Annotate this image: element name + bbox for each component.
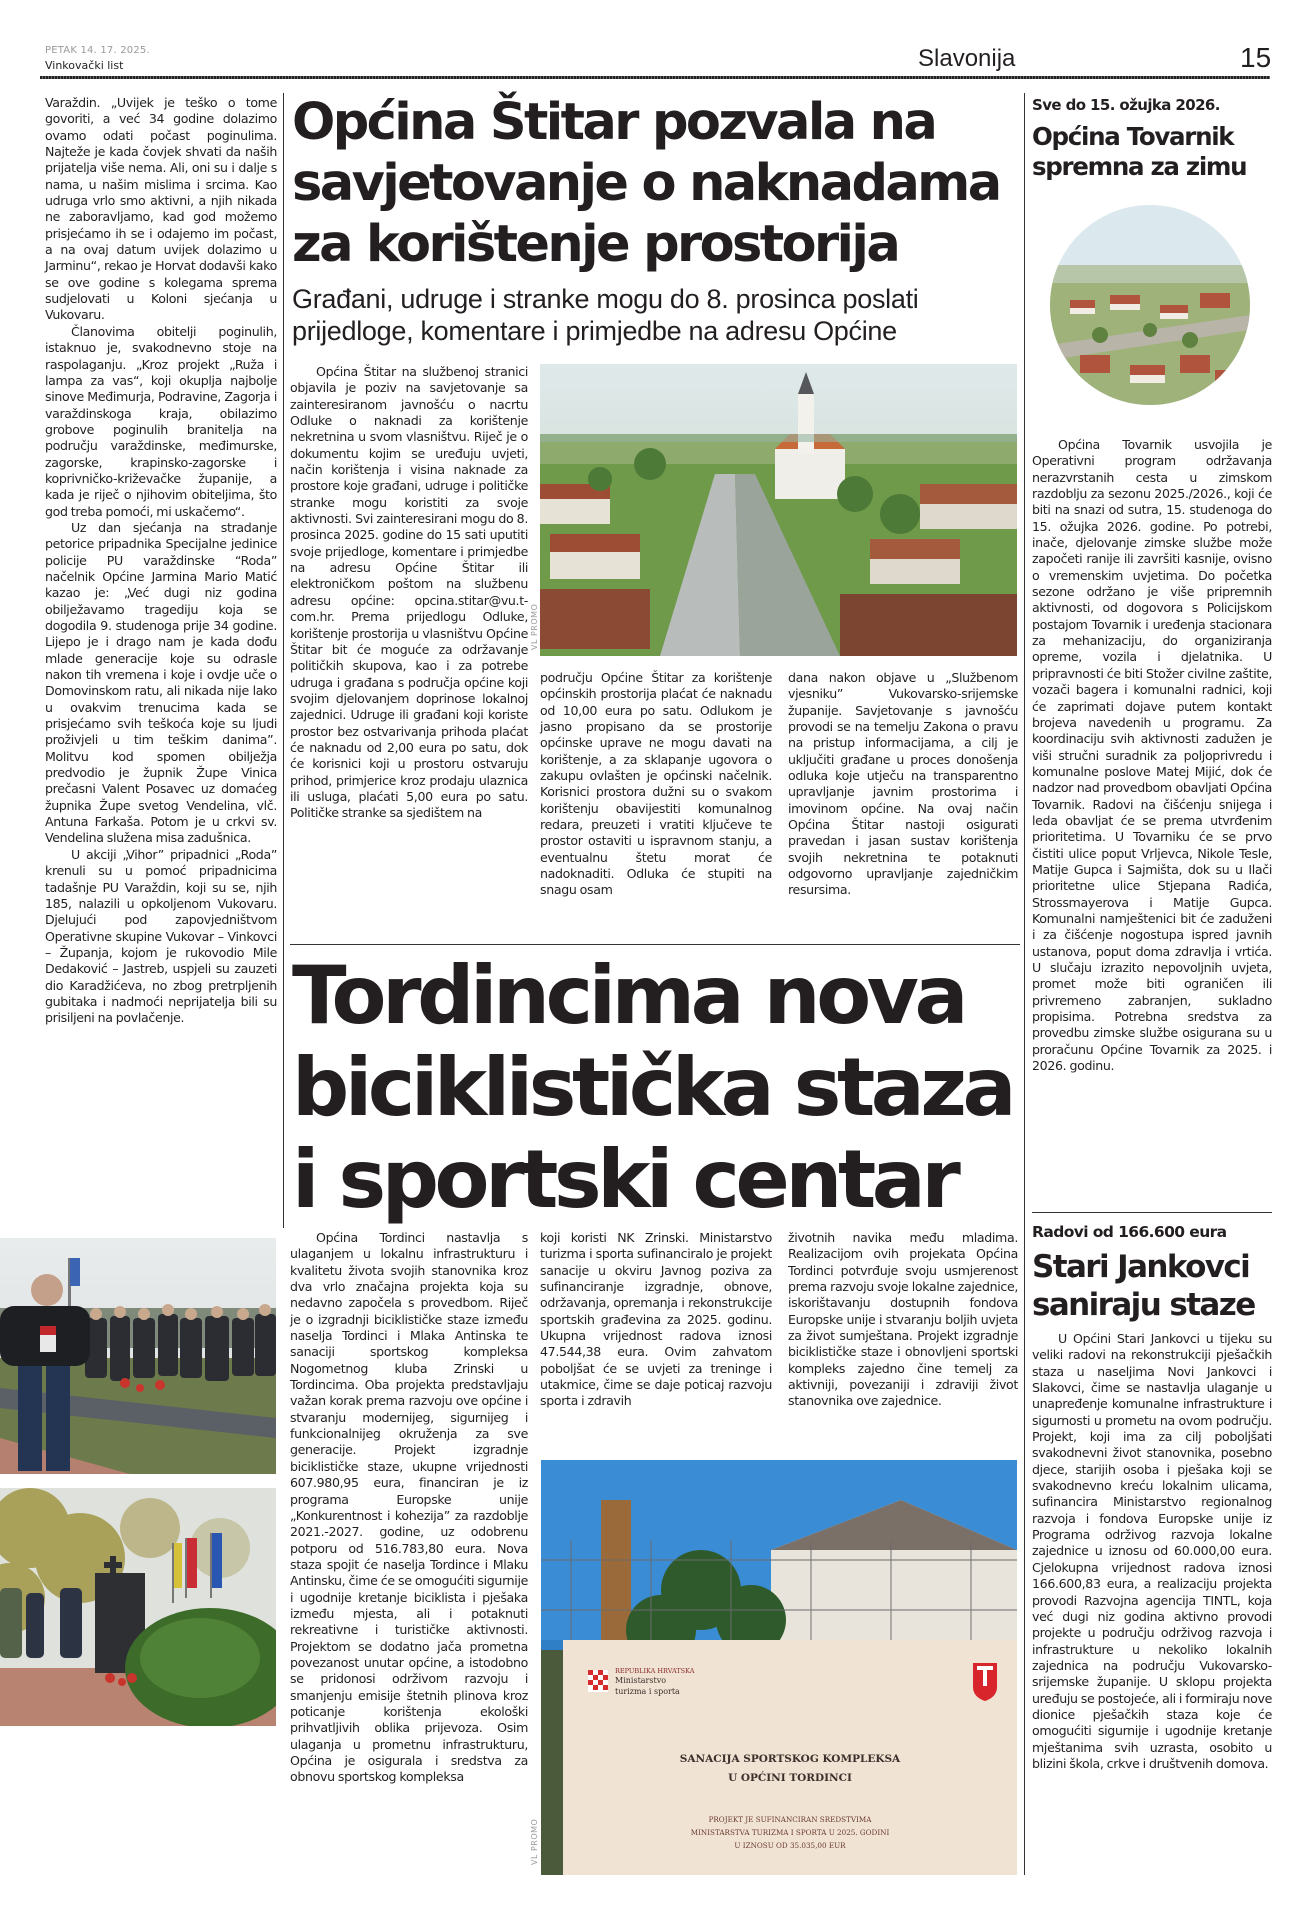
tordinci-column-1: Općina Tordinci nastavlja s ulaganjem u lokalnu infrastrukturu i kvalitetu života svojih stanovnika kroz dva vrlo značajna projekta koja su nedavno započela s provedbom. Riječ je o izgradnji biciklističke staze između naselja Tordinci i Mlaka Antinska te sanaciji sportskog kompleksa Nogometnog kluba Zrinski u Tordincima. Oba projekta predstavljaju važan korak prema razvoju ove općine i stvaranju modernijeg, sigurnijeg i funkcionalnijeg okruženja za sve generacije. Projekt izgradnje biciklističke staze, ukupne vrijednosti 607.980,95 eura, financiran je iz programa Europske unije „Konkurentnost i kohezija” za razdoblje 2021.-2027. godine, uz odobrenu potporu od 516.783,80 eura. Nova staza spojit će naselja Tordince i Mlaku Antinsku, čime će se omogućiti sigurnije i ugodnije kretanje biciklista i pješaka između mjesta, ali i potaknuti rekreativne i turističke aktivnosti. Projektom se dodatno jača prometna povezanost unutar općine, a istodobno se pridonosi održivom razvoju i smanjenju emisije štetnih plinova kroz poticanje korištenja ekološki prihvatljivih oblika prijevoza. Osim ulaganja u prometnu infrastrukturu, Općina je osigurala i sredstva za obnovu sportskog kompleksa (290, 1230, 528, 1785)
aerial-photo-graphic (540, 364, 1017, 656)
issue-date: PETAK 14. 17. 2025. (45, 45, 150, 56)
sign-note-line3: U IZNOSU OD 35.035,00 EUR (734, 1841, 846, 1850)
kicker-tovarnik: Sve do 15. ožujka 2026. (1032, 96, 1220, 114)
sign-title-line2: U OPĆINI TORDINCI (728, 1772, 852, 1784)
stitar-column-2: području Općine Štitar za korištenje općinskih prostorija plaćat će naknadu od 10,00 eura po satu. Odlukom je jasno propisano da se prostorije općinske uprave ne mogu davati na korištenje, a za sklapanje ugovora o zakupu ovlašten je općinski načelnik. Korisnici prostora dužni su o svakom korištenju obavijestiti komunalnog redara, preuzeti i vratiti ključeve te prostor ostaviti u ispravnom stanju, a eventualnu štetu morat će nadoknaditi. Odluka će stupiti na snagu osam (540, 670, 772, 898)
headline-tovarnik: Općina Tovarnik spremna za zimu (1032, 122, 1247, 181)
photo-credit: VL PROMO (530, 603, 539, 650)
tordinci-column-2: koji koristi NK Zrinski. Ministarstvo turizma i sporta sufinanciralo je projekt sanacije u okviru Javnog poziva za sufinanciranje izgradnje, obnove, održavanja, opremanja i rekonstrukcije sportskih građevina za 2025. godinu. Ukupna vrijednost radova iznosi 47.544,38 eura. Ovim zahvatom poboljšat će se uvjeti za treninge i utakmice, čime se daje poticaj razvoju sporta i zdravih (540, 1230, 772, 1409)
monument-photo-graphic (0, 1488, 276, 1726)
sign-photo-graphic (541, 1460, 1017, 1875)
sign-note-line2: MINISTARSTVA TURIZMA I SPORTA U 2025. GODINI (690, 1828, 890, 1837)
round-aerial-graphic (1050, 205, 1250, 405)
sign-ministry-line2: turizma i sporta (615, 1687, 680, 1696)
photo-credit: VL PROMO (530, 1818, 539, 1865)
aerial-village-church-photo (540, 364, 1017, 656)
left-paragraph: Članovima obitelji poginulih, istaknuo je, svakodnevno stoje na raspolaganju. „Kroz projekt „Ruža i lampa za vas“, koji okuplja najbolje sinove Međimurja, Podravine, Zagorja i varaždinskoga kraja, obilazimo grobove poginulih branitelja na području varaždinske, međimurske, zagorske, krapinsko-zagorske i koprivničko-križevačke županije, a kada je riječ o njihovim obiteljima, što god treba pomoći, mi uskačemo“. (45, 323, 277, 519)
left-paragraph: U akciji „Vihor” pripadnici „Roda” krenuli su u pomoć pripadnicima tadašnje PU Varaždin, koji su se, njih 185, nalazili u opkoljenom Vukovaru. Djelujući pod zapovjedništvom Operativne skupine Vukovar – Vinkovci – Županja, kojom je rukovodio Mile Dedaković – Jastreb, uspjeli su zauzeti dio Karadžićeva, no zbog pretrpljenih gubitaka i nadmoći neprijatelja bili su prisiljeni na povlačenje. (45, 846, 277, 1026)
left-paragraph: Uz dan sjećanja na stradanje petorice pripadnika Specijalne jedinice policije PU varaždinske “Roda” načelnik Općine Jarmina Mario Matić kazao je: „Već dugi niz godina obilježavamo tragediju koja se dogodila 9. studenoga prije 34 godine. Lijepo je i drago nam je kada dođu mlade generacije koje su odrasle nakon tih vremena i koje i ovdje uče o Domovinskom ratu, ali nikada nije lako u ovakvim trenucima kada se prisjećamo svih teškoća koje su ljudi proživjeli u tim teškim danima”. Molitvu kod spomen obilježja predvodio je župnik Župe Vinica prečasni Valent Posavec uz domaćeg župnika Župe svetog Vendelina, vlč. Antuna Farkaša. Potom je u crkvi sv. Vendelina služena misa zadušnica. (45, 519, 277, 846)
headline-jankovci: Stari Jankovci saniraju staze (1032, 1249, 1255, 1323)
headline-stitar: Općina Štitar pozvala na savjetovanje o naknadama za korištenje prostorija (292, 93, 1000, 274)
kicker-jankovci: Radovi od 166.600 eura (1032, 1223, 1227, 1241)
newspaper-name: Vinkovački list (45, 59, 124, 72)
stitar-column-1: Općina Štitar na službenoj stranici objavila je poziv na savjetovanje sa zainteresiranom javnošću o nacrtu Odluke o naknadi za korištenje nekretnina u svom vlasništvu. Riječ je o dokumentu kojim se uređuju uvjeti, način korištenja i visina naknade za prostore koje građani, udruge i političke stranke mogu koristiti za svoje aktivnosti. Svi zainteresirani mogu do 8. prosinca 2025. godine do 15 sati uputiti svoje prijedloge, komentare i primjedbe na adresu Općine Štitar ili elektroničkom poštom na službenu adresu općine: opcina.stitar@vu.t-com.hr. Prema prijedlogu Odluke, korištenje prostorija u vlasništvu Općine Štitar bit će moguće za održavanje političkih skupova, kao i za potrebe udruga i građana s područja općine koji svojim djelovanjem doprinose lokalnoj zajednici. Udruge ili građani koji koriste prostor bez ostvarivanja prihoda plaćat će naknadu od 2,00 eura po satu, dok će korisnici koji u prostoru ostvaruju prihod, primjerice kroz prodaju ulaznica ili usluga, plaćati 5,00 eura po satu. Političke stranke sa sjedištem na (290, 364, 528, 821)
round-aerial-village-photo (1050, 205, 1250, 405)
article-divider (290, 944, 1020, 945)
left-column-text (45, 95, 277, 1027)
tovarnik-body: Općina Tovarnik usvojila je Operativni program održavanja nerazvrstanih cesta u zimskom razdoblju za sezonu 2025./2026., koji će biti na snazi od sutra, 15. studenoga do 15. ožujka 2026. godine. Po potrebi, inače, djelovanje zimske službe može započeti ranije ili završiti kasnije, ovisno o vremenskim uvjetima. Do početka sezone održano je više pripremnih aktivnosti, od dogovora s Policijskom postajom Tovarnik i uređenja stacionara za mehanizaciju, do organiziranja opreme, vozila i djelatnika. U pripravnosti će biti Stožer civilne zaštite, vozači bagera i komunalni radnici, koji će zaprimati dojave putem kontakt brojeva navedenih u programu. Za koordinaciju svih aktivnosti zadužen je viši stručni suradnik za poljoprivredu i komunalne poslove Matej Mijić, dok će nadzor nad provedbom obavljati Općina Tovarnik. Radovi na čišćenju snijega i leda obavljat će se prema utvrđenim prioritetima. U Tovarniku će se prvo čistiti ulice poput Vrljevca, Nikole Tesle, Matije Gupca i Sajmišta, dok su u Ilači prioritetne ulice Stjepana Radića, Strossmayerova i Matije Gupca. Komunalni namještenici bit će zaduženi i za čišćenje nogostupa ispred javnih ustanova, poput doma zdravlja i vrtića. U slučaju izrazito nepovoljnih uvjeta, promet može biti ograničen ili privremeno zabranjen, sukladno propisima. Potrebna sredstva za provedbu zimske službe osigurana su u proračunu Općine Tovarnik za 2025. i 2026. godinu. (1032, 437, 1272, 1074)
sign-country: REPUBLIKA HRVATSKA (615, 1667, 695, 1675)
sign-note-line1: PROJEKT JE SUFINANCIRAN SREDSTVIMA (708, 1815, 872, 1824)
deck-stitar: Građani, udruge i stranke mogu do 8. prosinca poslati prijedloge, komentare i primjedbe na adresu Općine (292, 284, 919, 346)
jankovci-body: U Općini Stari Jankovci u tijeku su veliki radovi na rekonstrukciji pješačkih staza u naseljima Novi Jankovci i Slakovci, čime se nastavlja ulaganje u unapređenje komunalne infrastrukture i sigurnosti u prometu na ovom području. Projekt, koji ima za cilj poboljšati svakodnevni život stanovnika, posebno djece, starijih osoba i pješaka koji se svakodnevno kreću lokalnim ulicama, sufinancira Ministarstvo regionalnog razvoja i fondova Europske unije iz Programa održivog razvoja lokalne zajednice u iznosu od 60.000,00 eura. Cjelokupna vrijednost radova iznosi 166.600,83 eura, a realizaciju projekta provodi Razvojna agencija TINTL, koja već dugi niz godina aktivno provodi projekte u području održivog razvoja i infrastrukture u nekoliko lokalnih zajednica na području Vukovarsko-srijemske županije. U sklopu projekta uređuju se postojeće, ali i formiraju nove dionice pješačkih staza koje će omogućiti sigurnije i ugodnije kretanje mještanima svih uzrasta, osobito u blizini škola, crkve i društvenih domova. (1032, 1331, 1272, 1771)
right-article-divider (1032, 1212, 1272, 1213)
sign-title-line1: SANACIJA SPORTSKOG KOMPLEKSA (679, 1753, 901, 1765)
column-divider-left (283, 93, 284, 1228)
memorial-man-with-candle-photo (0, 1238, 276, 1474)
memorial-monument-flags-photo (0, 1488, 276, 1726)
stitar-column-3: dana nakon objave u „Službenom vjesniku” Vukovarsko-srijemske županije. Savjetovanje s javnošću provodi se na temelju Zakona o pravu na pristup informacijama, a cilj je uključiti građane u proces donošenja odluka koje utječu na transparentno upravljanje javnim prostorima i imovinom općine. Na ovaj način Općina Štitar nastoji osigurati pravedan i jasan sustav korištenja svojih nekretnina te potaknuti odgovorno upravljanje zajedničkim resursima. (788, 670, 1018, 898)
sports-complex-sign-photo (541, 1460, 1017, 1875)
column-divider-right (1024, 93, 1025, 1875)
headline-tordinci: Tordincima nova biciklistička staza i sportski centar (292, 949, 1013, 1226)
page-number: 15 (1240, 42, 1272, 73)
tordinci-column-3: životnih navika među mladima. Realizacijom ovih projekata Općina Tordinci potvrđuje svoju usmjerenost prema razvoju svoje lokalne zajednice, iskorištavanju dostupnih fondova Europske unije i stvaranju boljih uvjeta za život sumještana. Projekt izgradnje biciklističke staze i obnovljeni sportski kompleks zajedno čine temelj za aktivniji, povezaniji i zdraviji život stanovnika ove zajednice. (788, 1230, 1018, 1409)
sign-ministry-line1: Ministarstvo (615, 1676, 667, 1685)
section-title: Slavonija (918, 45, 1016, 72)
header-rule (40, 76, 1270, 79)
memorial-photo-graphic (0, 1238, 276, 1474)
left-paragraph: Varaždin. „Uvijek je teško o tome govoriti, a već 34 godine dolazimo ovamo odati počast poginulima. Najteže je kada čovjek shvati da naših prijatelja više nema. Ali, oni su i dalje s nama, u našim mislima i srcima. Kao udruga vrlo smo aktivni, a njih nikada ne zaboravljamo, kad god možemo prisjećamo ih se i odajemo im počast, a na ovaj datum uvijek dolazimo u Jarminu“, rekao je Horvat dodavši kako se ove godine s kolegama sprema sudjelovati u Koloni sjećanja u Vukovaru. (45, 95, 277, 323)
